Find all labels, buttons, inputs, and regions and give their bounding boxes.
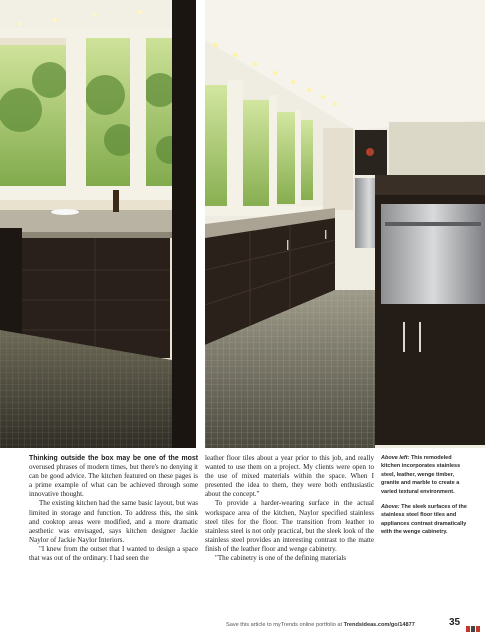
photo-gutter <box>196 0 205 448</box>
caption-left <box>381 454 469 496</box>
photo-kitchen-left <box>0 0 196 448</box>
photo-kitchen-right <box>205 0 485 448</box>
paragraph-2: The existing kitchen had the same basic layout, but was limited in storage and function. To address this, the sink and cooktop areas were modified, and a more dramatic aesthetic was envisaged, says kitchen designer Jackie Naylor of Jackie Naylor Interiors. <box>29 499 198 544</box>
footer-link[interactable]: Trendsideas.com/go/14877 <box>343 622 415 628</box>
footer-text: Save this article to myTrends online portfolio at <box>226 622 344 628</box>
caption-left-label: Above left: <box>381 455 410 461</box>
paragraph-1 <box>29 454 198 499</box>
paragraph-1-text: overused phrases of modern times, but there's no denying it can be good advice. The kitchen featured on these pages is a prime example of what can be achieved through some innovative thought. <box>29 463 198 499</box>
paragraph-4: leather floor tiles about a year prior to this job, and really wanted to use them on a project. My clients were open to the use of mixed materials within the space. When I presented the idea to them, they were both enthusiastic about the concept." <box>205 454 374 499</box>
caption-right <box>381 503 469 537</box>
footer-save-note <box>226 622 466 628</box>
page-number: 35 <box>449 617 461 628</box>
kitchen-corridor-image <box>205 0 485 448</box>
caption-right-text: The sleek surfaces of the stainless steel floor tiles and appliances contrast dramatically with the wenge cabinetry. <box>381 504 467 536</box>
publisher-logo-icon <box>466 626 480 632</box>
paragraph-6: "The cabinetry is one of the defining materials <box>215 554 347 563</box>
paragraph-3: "I knew from the outset that I wanted to design a space that was out of the ordinary. I had seen the <box>29 544 198 563</box>
caption-right-label: Above: <box>381 504 400 511</box>
lead-in: Thinking outside the box may be one of the most <box>29 455 198 462</box>
kitchen-window-image <box>0 0 196 448</box>
article-column-2 <box>205 454 374 563</box>
paragraph-5: To provide a harder-wearing surface in the actual workspace area of the kitchen, Naylor specified stainless steel tiles for the floor. The transition from leather to stainless steel is not only practical, but the sleek look of the stainless steel provides an interesting contrast to the matte finish of the leather floor and wenge cabinetry. <box>205 499 374 553</box>
article-column-1 <box>29 454 198 563</box>
photo-captions <box>381 454 469 544</box>
caption-left-text: This remodeled kitchen incorporates stainless steel, leather, wenge timber, granite and marble to create a varied textural environment. <box>381 455 461 495</box>
